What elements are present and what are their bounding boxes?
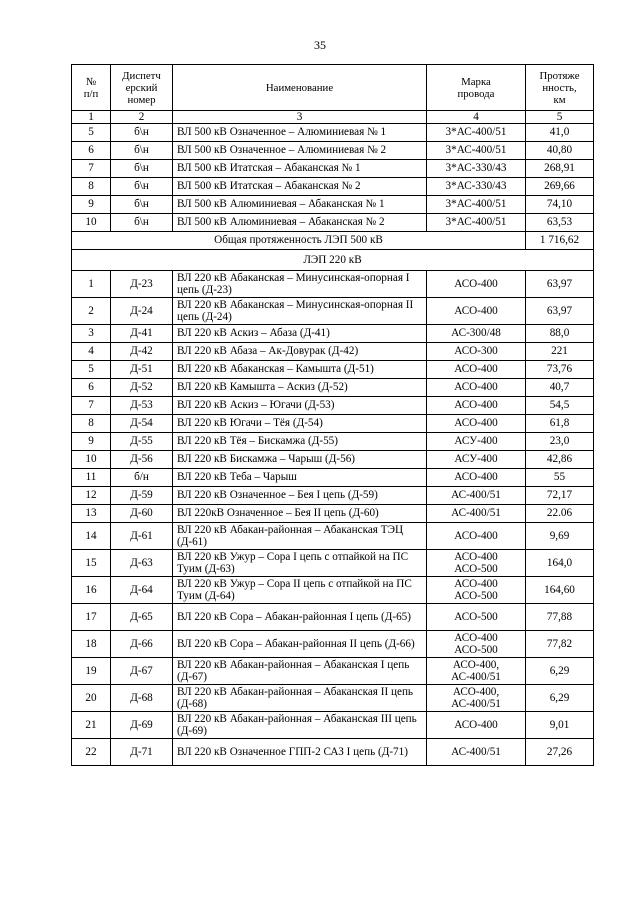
row-number: 5 <box>72 361 111 379</box>
line-length: 221 <box>526 343 594 361</box>
dispatch-number: Д-52 <box>111 379 173 397</box>
wire-brand: АСО-400, АС-400/51 <box>427 685 526 712</box>
total-500-value: 1 716,62 <box>526 232 594 250</box>
table-row <box>72 415 594 433</box>
wire-brand: АС-400/51 <box>427 739 526 766</box>
row-number: 8 <box>72 178 111 196</box>
line-name: ВЛ 220 кВ Абакан-районная – Абаканская ТЭЦ (Д-61) <box>173 523 427 550</box>
row-number: 6 <box>72 142 111 160</box>
line-name: ВЛ 220 кВ Абаканская – Минусинская-опорная II цепь (Д-24) <box>173 298 427 325</box>
table-row <box>72 604 594 631</box>
row-number: 6 <box>72 379 111 397</box>
line-length: 63,97 <box>526 271 594 298</box>
line-length: 77,82 <box>526 631 594 658</box>
dispatch-number: б\н <box>111 160 173 178</box>
line-length: 63,97 <box>526 298 594 325</box>
line-name: ВЛ 500 кВ Итатская – Абаканская № 1 <box>173 160 427 178</box>
row-number: 8 <box>72 415 111 433</box>
row-number: 10 <box>72 451 111 469</box>
row-number: 12 <box>72 487 111 505</box>
table-row <box>72 160 594 178</box>
power-lines-table <box>71 64 594 766</box>
dispatch-number: Д-51 <box>111 361 173 379</box>
table-row <box>72 397 594 415</box>
table-row <box>72 712 594 739</box>
dispatch-number: Д-64 <box>111 577 173 604</box>
dispatch-number: Д-68 <box>111 685 173 712</box>
table-row <box>72 361 594 379</box>
wire-brand: АСО-500 <box>427 604 526 631</box>
line-length: 42,86 <box>526 451 594 469</box>
line-length: 268,91 <box>526 160 594 178</box>
dispatch-number: Д-41 <box>111 325 173 343</box>
row-number: 5 <box>72 124 111 142</box>
dispatch-number: б\н <box>111 178 173 196</box>
table-row <box>72 469 594 487</box>
row-number: 21 <box>72 712 111 739</box>
wire-brand: АСО-400, АС-400/51 <box>427 658 526 685</box>
wire-brand: АС-400/51 <box>427 505 526 523</box>
dispatch-number: б\н <box>111 214 173 232</box>
line-name: ВЛ 500 кВ Означенное – Алюминиевая № 2 <box>173 142 427 160</box>
dispatch-number: Д-42 <box>111 343 173 361</box>
table-row <box>72 325 594 343</box>
line-length: 54,5 <box>526 397 594 415</box>
wire-brand: АСО-400 <box>427 523 526 550</box>
line-name: ВЛ 220 кВ Камышта – Аскиз (Д-52) <box>173 379 427 397</box>
dispatch-number: Д-56 <box>111 451 173 469</box>
page-number: 35 <box>314 38 326 52</box>
row-number: 20 <box>72 685 111 712</box>
line-name: ВЛ 220 кВ Теба – Чарыш <box>173 469 427 487</box>
row-number: 18 <box>72 631 111 658</box>
line-name: ВЛ 220кВ Означенное – Бея II цепь (Д-60) <box>173 505 427 523</box>
header-name: Наименование <box>173 65 427 111</box>
wire-brand: АСО-400 АСО-500 <box>427 631 526 658</box>
column-index: 1 <box>72 111 111 124</box>
line-length: 40,7 <box>526 379 594 397</box>
row-number: 2 <box>72 298 111 325</box>
line-length: 73,76 <box>526 361 594 379</box>
line-name: ВЛ 220 кВ Абакан-районная – Абаканская III цепь (Д-69) <box>173 712 427 739</box>
table-row <box>72 214 594 232</box>
total-500-row <box>72 232 594 250</box>
wire-brand: АСО-400 АСО-500 <box>427 550 526 577</box>
table-row <box>72 451 594 469</box>
dispatch-number: Д-24 <box>111 298 173 325</box>
table-row <box>72 271 594 298</box>
table-row <box>72 124 594 142</box>
dispatch-number: Д-66 <box>111 631 173 658</box>
row-number: 11 <box>72 469 111 487</box>
dispatch-number: Д-67 <box>111 658 173 685</box>
line-length: 74,10 <box>526 196 594 214</box>
line-length: 9,69 <box>526 523 594 550</box>
rows-500kv <box>72 124 594 232</box>
header-num: № п/п <box>72 65 111 111</box>
table-row <box>72 685 594 712</box>
line-length: 40,80 <box>526 142 594 160</box>
column-index: 3 <box>173 111 427 124</box>
column-index: 2 <box>111 111 173 124</box>
table-row <box>72 379 594 397</box>
line-name: ВЛ 500 кВ Алюминиевая – Абаканская № 1 <box>173 196 427 214</box>
line-length: 164,60 <box>526 577 594 604</box>
line-name: ВЛ 220 кВ Означенное – Бея I цепь (Д-59) <box>173 487 427 505</box>
line-name: ВЛ 220 кВ Абаза – Ак-Довурак (Д-42) <box>173 343 427 361</box>
summary-section <box>72 232 594 271</box>
row-number: 7 <box>72 397 111 415</box>
line-name: ВЛ 220 кВ Означенное ГПП-2 САЗ I цепь (Д-71) <box>173 739 427 766</box>
row-number: 14 <box>72 523 111 550</box>
dispatch-number: Д-69 <box>111 712 173 739</box>
wire-brand: АСО-400 <box>427 712 526 739</box>
column-index: 5 <box>526 111 594 124</box>
row-number: 4 <box>72 343 111 361</box>
column-index: 4 <box>427 111 526 124</box>
wire-brand: АСО-400 <box>427 298 526 325</box>
table-row <box>72 196 594 214</box>
line-length: 72,17 <box>526 487 594 505</box>
dispatch-number: б\н <box>111 196 173 214</box>
table-row <box>72 739 594 766</box>
section-220-row <box>72 250 594 271</box>
total-500-label: Общая протяженность ЛЭП 500 кВ <box>72 232 526 250</box>
line-name: ВЛ 220 кВ Аскиз – Югачи (Д-53) <box>173 397 427 415</box>
line-length: 23,0 <box>526 433 594 451</box>
dispatch-number: Д-65 <box>111 604 173 631</box>
wire-brand: АС-400/51 <box>427 487 526 505</box>
table-row <box>72 178 594 196</box>
row-number: 19 <box>72 658 111 685</box>
line-name: ВЛ 220 кВ Сора – Абакан-районная II цепь (Д-66) <box>173 631 427 658</box>
wire-brand: 3*АС-400/51 <box>427 124 526 142</box>
row-number: 10 <box>72 214 111 232</box>
line-name: ВЛ 500 кВ Итатская – Абаканская № 2 <box>173 178 427 196</box>
wire-brand: АСУ-400 <box>427 451 526 469</box>
row-number: 16 <box>72 577 111 604</box>
table-row <box>72 505 594 523</box>
line-name: ВЛ 220 кВ Абаканская – Минусинская-опорная I цепь (Д-23) <box>173 271 427 298</box>
wire-brand: 3*АС-400/51 <box>427 214 526 232</box>
dispatch-number: Д-60 <box>111 505 173 523</box>
row-number: 22 <box>72 739 111 766</box>
line-length: 6,29 <box>526 685 594 712</box>
line-length: 61,8 <box>526 415 594 433</box>
wire-brand: АСО-300 <box>427 343 526 361</box>
dispatch-number: б/н <box>111 469 173 487</box>
line-name: ВЛ 220 кВ Ужур – Сора II цепь с отпайкой на ПС Туим (Д-64) <box>173 577 427 604</box>
wire-brand: АСУ-400 <box>427 433 526 451</box>
row-number: 17 <box>72 604 111 631</box>
column-index-row <box>72 111 594 124</box>
table-row <box>72 433 594 451</box>
line-name: ВЛ 500 кВ Алюминиевая – Абаканская № 2 <box>173 214 427 232</box>
row-number: 15 <box>72 550 111 577</box>
dispatch-number: Д-61 <box>111 523 173 550</box>
wire-brand: АСО-400 <box>427 397 526 415</box>
wire-brand: 3*АС-400/51 <box>427 142 526 160</box>
line-name: ВЛ 500 кВ Означенное – Алюминиевая № 1 <box>173 124 427 142</box>
dispatch-number: Д-55 <box>111 433 173 451</box>
table-row <box>72 577 594 604</box>
line-length: 27,26 <box>526 739 594 766</box>
line-name: ВЛ 220 кВ Абаканская – Камышта (Д-51) <box>173 361 427 379</box>
line-name: ВЛ 220 кВ Ужур – Сора I цепь с отпайкой на ПС Туим (Д-63) <box>173 550 427 577</box>
line-name: ВЛ 220 кВ Сора – Абакан-районная I цепь (Д-65) <box>173 604 427 631</box>
dispatch-number: Д-53 <box>111 397 173 415</box>
row-number: 9 <box>72 196 111 214</box>
table-row <box>72 631 594 658</box>
line-length: 9,01 <box>526 712 594 739</box>
dispatch-number: Д-71 <box>111 739 173 766</box>
line-length: 55 <box>526 469 594 487</box>
line-length: 88,0 <box>526 325 594 343</box>
line-length: 164,0 <box>526 550 594 577</box>
wire-brand: 3*АС-400/51 <box>427 196 526 214</box>
dispatch-number: б\н <box>111 124 173 142</box>
header-dispatch: Диспетч ерский номер <box>111 65 173 111</box>
table-row <box>72 487 594 505</box>
table-row <box>72 298 594 325</box>
header-length: Протяже нность, км <box>526 65 594 111</box>
dispatch-number: б\н <box>111 142 173 160</box>
line-name: ВЛ 220 кВ Аскиз – Абаза (Д-41) <box>173 325 427 343</box>
table-header-row <box>72 65 594 111</box>
section-220-title: ЛЭП 220 кВ <box>72 250 594 271</box>
line-length: 269,66 <box>526 178 594 196</box>
wire-brand: АСО-400 АСО-500 <box>427 577 526 604</box>
wire-brand: АСО-400 <box>427 361 526 379</box>
dispatch-number: Д-59 <box>111 487 173 505</box>
line-name: ВЛ 220 кВ Тёя – Бискамжа (Д-55) <box>173 433 427 451</box>
line-name: ВЛ 220 кВ Абакан-районная – Абаканская II цепь (Д-68) <box>173 685 427 712</box>
header-wire: Марка провода <box>427 65 526 111</box>
wire-brand: АСО-400 <box>427 379 526 397</box>
wire-brand: АСО-400 <box>427 271 526 298</box>
rows-220kv <box>72 271 594 766</box>
line-length: 22.06 <box>526 505 594 523</box>
dispatch-number: Д-63 <box>111 550 173 577</box>
row-number: 1 <box>72 271 111 298</box>
table-row <box>72 343 594 361</box>
line-length: 77,88 <box>526 604 594 631</box>
wire-brand: АС-300/48 <box>427 325 526 343</box>
line-name: ВЛ 220 кВ Югачи – Тёя (Д-54) <box>173 415 427 433</box>
wire-brand: 3*АС-330/43 <box>427 178 526 196</box>
row-number: 13 <box>72 505 111 523</box>
table-row <box>72 523 594 550</box>
line-name: ВЛ 220 кВ Абакан-районная – Абаканская I цепь (Д-67) <box>173 658 427 685</box>
line-name: ВЛ 220 кВ Бискамжа – Чарыш (Д-56) <box>173 451 427 469</box>
table-row <box>72 142 594 160</box>
row-number: 9 <box>72 433 111 451</box>
wire-brand: АСО-400 <box>427 469 526 487</box>
wire-brand: АСО-400 <box>427 415 526 433</box>
wire-brand: 3*АС-330/43 <box>427 160 526 178</box>
dispatch-number: Д-54 <box>111 415 173 433</box>
table-row <box>72 658 594 685</box>
row-number: 3 <box>72 325 111 343</box>
dispatch-number: Д-23 <box>111 271 173 298</box>
line-length: 63,53 <box>526 214 594 232</box>
line-length: 6,29 <box>526 658 594 685</box>
line-length: 41,0 <box>526 124 594 142</box>
table-row <box>72 550 594 577</box>
row-number: 7 <box>72 160 111 178</box>
